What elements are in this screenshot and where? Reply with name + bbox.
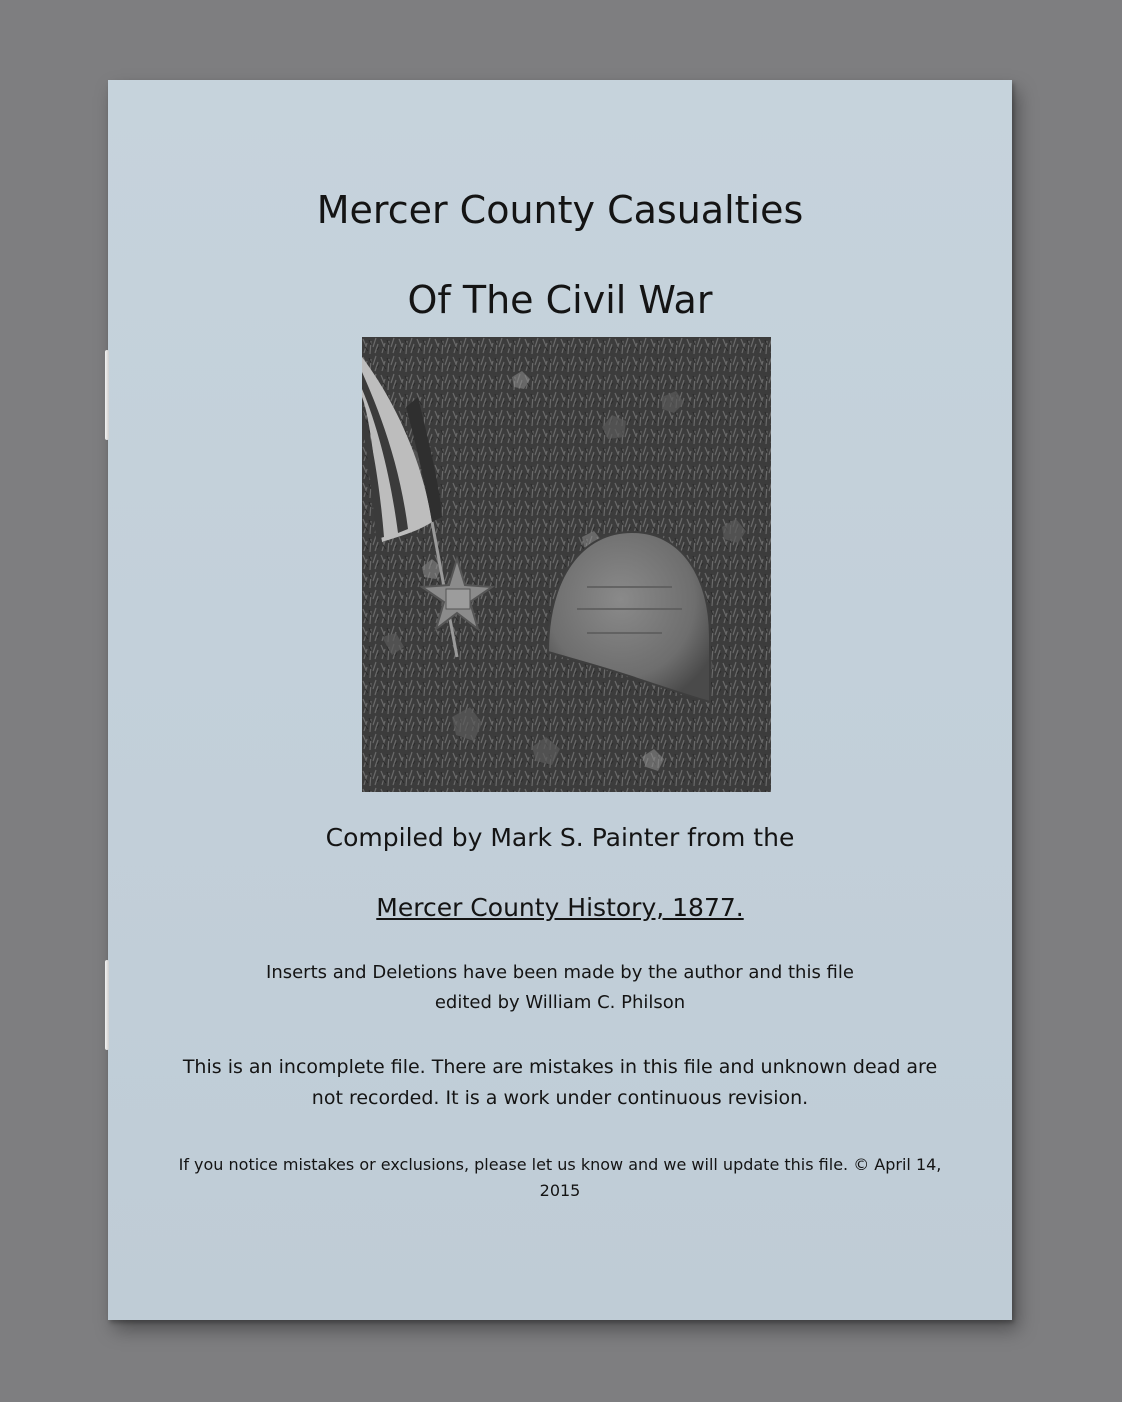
inserts-note [168, 958, 952, 1018]
source-title [108, 892, 1012, 924]
cover-content [108, 80, 1012, 1320]
inserts-line-2: edited by William C. Philson [434, 992, 686, 1013]
gravestone-photo [362, 337, 771, 792]
booklet-cover [108, 80, 1012, 1320]
title-line-2: Of The Civil War [407, 278, 713, 322]
incomplete-line-2: not recorded. It is a work under continuous revision. [311, 1087, 809, 1109]
title-line-1: Mercer County Casualties [316, 188, 804, 232]
incomplete-line-1: This is an incomplete file. There are mistakes in this file and unknown dead are [182, 1056, 938, 1078]
notice-line-1: If you notice mistakes or exclusions, please let us know and we will update this file. © April 14, [178, 1155, 942, 1174]
notice-note [158, 1152, 962, 1204]
incomplete-note [158, 1052, 962, 1114]
source-title-text: Mercer County History, 1877. [376, 893, 744, 922]
inserts-line-1: Inserts and Deletions have been made by the author and this file [266, 962, 854, 983]
notice-line-2: 2015 [539, 1181, 581, 1200]
compiled-by-text: Compiled by Mark S. Painter from the [325, 823, 795, 852]
